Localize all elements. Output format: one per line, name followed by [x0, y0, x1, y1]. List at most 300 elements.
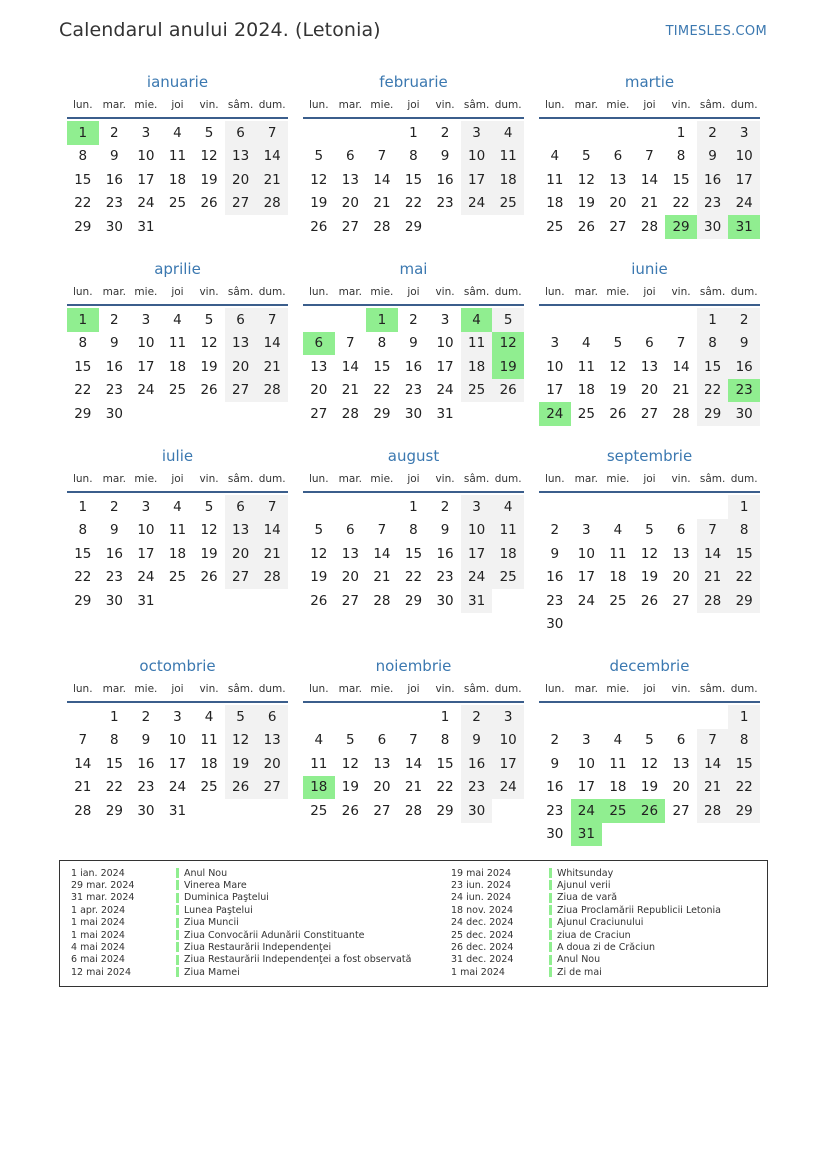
day-cell: 1 — [409, 498, 418, 515]
day-cell: 27 — [341, 592, 359, 609]
day-cell: 8 — [78, 522, 88, 539]
holiday-name: Ajunul Craciunului — [557, 917, 644, 929]
day-cell: 14 — [74, 755, 92, 772]
day-cell: 18 — [492, 168, 524, 192]
day-cell: 21 — [373, 195, 391, 212]
empty-cell — [571, 705, 603, 729]
weekday-label: joi — [643, 99, 656, 111]
empty-cell — [571, 121, 603, 145]
holiday-entry — [60, 966, 760, 978]
day-cell: 24 — [461, 192, 493, 216]
day-cell: 27 — [672, 592, 690, 609]
day-cell: 13 — [341, 545, 359, 562]
day-cell: 12 — [640, 755, 659, 772]
day-cell: 27 — [225, 379, 257, 403]
weekday-label: dum. — [730, 286, 758, 298]
day-cell: 19 — [310, 569, 328, 586]
day-cell: 4 — [582, 335, 591, 352]
day-cell: 2 — [550, 732, 560, 749]
day-cell: 22 — [728, 566, 760, 590]
day-cell: 7 — [256, 308, 288, 332]
day-cell: 13 — [256, 729, 288, 753]
day-cell: 6 — [225, 495, 257, 519]
holiday-name: ziua de Craciun — [557, 929, 631, 941]
day-cell: 24 — [461, 566, 493, 590]
day-cell: 20 — [373, 779, 391, 796]
weekday-label: mie. — [606, 473, 630, 485]
weekday-label: mie. — [606, 99, 630, 111]
holiday-day-cell: 6 — [303, 332, 335, 356]
day-cell: 11 — [492, 145, 524, 169]
weekday-label: mar. — [102, 473, 127, 485]
day-cell: 29 — [74, 218, 92, 235]
holiday-day-cell: 25 — [602, 799, 634, 823]
day-cell: 20 — [225, 542, 257, 566]
weekday-label: vin. — [435, 99, 455, 111]
empty-cell — [634, 495, 666, 519]
day-cell: 23 — [137, 779, 155, 796]
day-cell: 5 — [645, 732, 654, 749]
day-cell: 20 — [341, 569, 359, 586]
weekday-label: vin. — [671, 286, 691, 298]
weekday-label: lun. — [72, 473, 93, 485]
day-cell: 23 — [546, 802, 564, 819]
holiday-name: Zi de mai — [557, 966, 602, 978]
day-cell: 18 — [546, 195, 564, 212]
weekday-label: vin. — [199, 473, 219, 485]
weekday-label: joi — [643, 473, 656, 485]
holiday-day-cell: 24 — [571, 799, 603, 823]
day-cell: 22 — [74, 569, 92, 586]
day-cell: 1 — [697, 308, 729, 332]
day-cell: 17 — [436, 358, 454, 375]
day-cell: 16 — [105, 545, 123, 562]
holiday-name: Anul Nou — [557, 954, 601, 966]
weekday-label: sâm. — [227, 99, 254, 111]
holiday-date: 24 dec. 2024 — [451, 917, 514, 929]
weekday-label: mar. — [338, 473, 363, 485]
day-cell: 26 — [577, 218, 595, 235]
month-iulie — [67, 447, 288, 613]
holiday-day-cell: 26 — [634, 799, 666, 823]
day-cell: 2 — [110, 311, 119, 328]
day-cell: 26 — [310, 592, 328, 609]
day-cell: 20 — [225, 355, 257, 379]
day-cell: 9 — [440, 148, 450, 165]
day-cell: 7 — [377, 148, 387, 165]
day-cell: 15 — [672, 171, 690, 188]
day-cell: 19 — [640, 569, 659, 586]
day-cell: 19 — [200, 171, 218, 188]
weekday-label: mar. — [574, 683, 599, 695]
holiday-name: Lunea Paştelui — [184, 904, 253, 916]
empty-cell — [335, 705, 367, 729]
weekday-label: vin. — [671, 683, 691, 695]
day-cell: 4 — [550, 148, 560, 165]
day-cell: 6 — [676, 732, 686, 749]
day-cell: 26 — [225, 776, 257, 800]
weekday-label: dum. — [258, 99, 286, 111]
day-cell: 21 — [697, 566, 729, 590]
day-cell: 8 — [377, 335, 387, 352]
weekday-label: mar. — [338, 683, 363, 695]
empty-cell — [602, 121, 634, 145]
day-cell: 16 — [105, 171, 123, 188]
weekday-label: lun. — [308, 286, 329, 298]
day-cell: 7 — [78, 732, 88, 749]
day-cell: 28 — [672, 405, 690, 422]
holiday-name: Ziua Restaurării Independenţei a fost observată — [184, 954, 412, 966]
day-grid — [539, 495, 760, 636]
holiday-date: 25 dec. 2024 — [451, 929, 514, 941]
weekday-label: lun. — [308, 99, 329, 111]
day-cell: 21 — [256, 355, 288, 379]
day-cell: 10 — [137, 335, 155, 352]
holiday-date: 4 mai 2024 — [71, 942, 125, 954]
day-cell: 29 — [105, 802, 123, 819]
empty-cell — [366, 495, 398, 519]
day-grid — [539, 308, 760, 426]
day-cell: 14 — [256, 519, 288, 543]
day-cell: 3 — [461, 121, 493, 145]
holiday-day-cell: 18 — [303, 776, 335, 800]
month-martie — [539, 73, 760, 239]
day-cell: 10 — [577, 755, 595, 772]
weekday-label: sâm. — [699, 286, 726, 298]
holiday-legend — [59, 860, 768, 987]
holiday-entry — [60, 929, 760, 941]
day-cell: 5 — [582, 148, 591, 165]
day-cell: 16 — [728, 355, 760, 379]
day-cell: 1 — [440, 708, 450, 725]
day-cell: 20 — [672, 569, 690, 586]
day-cell: 8 — [697, 332, 729, 356]
month-title: decembrie — [609, 657, 690, 675]
day-cell: 9 — [550, 755, 560, 772]
day-cell: 9 — [697, 145, 729, 169]
holiday-date: 1 mai 2024 — [451, 966, 505, 978]
weekday-label: sâm. — [699, 683, 726, 695]
weekday-label: lun. — [544, 473, 565, 485]
day-cell: 30 — [105, 405, 123, 422]
month-ianuarie — [67, 73, 288, 239]
day-cell: 18 — [168, 171, 187, 188]
holiday-name: Ziua de vară — [557, 892, 618, 904]
day-cell: 24 — [168, 779, 187, 796]
day-cell: 11 — [609, 545, 627, 562]
day-cell: 3 — [141, 124, 151, 141]
holiday-name: Ziua Muncii — [184, 917, 239, 929]
month-title: octombrie — [139, 657, 216, 675]
day-cell: 3 — [728, 121, 760, 145]
holiday-name: Ziua Mamei — [184, 966, 240, 978]
weekday-label: vin. — [199, 99, 219, 111]
weekday-label: mar. — [102, 683, 127, 695]
day-cell: 1 — [728, 495, 760, 519]
holiday-day-cell: 31 — [571, 823, 603, 847]
day-cell: 15 — [105, 755, 123, 772]
day-cell: 21 — [74, 779, 92, 796]
day-cell: 29 — [728, 799, 760, 823]
day-cell: 15 — [697, 355, 729, 379]
empty-cell — [335, 121, 367, 145]
day-cell: 22 — [74, 382, 92, 399]
empty-cell — [67, 705, 99, 729]
holiday-entry — [60, 904, 760, 916]
day-cell: 20 — [640, 382, 659, 399]
weekday-label: dum. — [494, 683, 522, 695]
day-cell: 22 — [373, 382, 391, 399]
day-cell: 14 — [404, 755, 423, 772]
empty-cell — [303, 705, 335, 729]
day-cell: 30 — [728, 402, 760, 426]
day-cell: 14 — [697, 542, 729, 566]
day-grid — [303, 495, 524, 613]
day-cell: 1 — [676, 124, 686, 141]
day-cell: 1 — [110, 708, 119, 725]
holiday-entry — [60, 892, 760, 904]
weekday-header — [539, 280, 760, 306]
day-cell: 7 — [256, 121, 288, 145]
day-cell: 22 — [728, 776, 760, 800]
day-cell: 18 — [609, 779, 627, 796]
day-cell: 17 — [168, 755, 187, 772]
day-cell: 5 — [204, 311, 214, 328]
day-cell: 23 — [697, 192, 729, 216]
weekday-label: mie. — [134, 683, 158, 695]
day-cell: 18 — [577, 382, 595, 399]
empty-cell — [539, 705, 571, 729]
day-cell: 25 — [168, 195, 187, 212]
page-title: Calendarul anului 2024. (Letonia) — [59, 19, 381, 41]
day-cell: 11 — [200, 732, 218, 749]
day-cell: 11 — [577, 358, 595, 375]
day-cell: 10 — [461, 519, 493, 543]
day-cell: 1 — [78, 498, 88, 515]
day-cell: 3 — [173, 708, 182, 725]
day-cell: 15 — [74, 545, 92, 562]
month-title: iunie — [631, 260, 668, 278]
day-cell: 29 — [697, 402, 729, 426]
holiday-marker — [549, 880, 552, 890]
month-title: februarie — [379, 73, 448, 91]
weekday-label: joi — [407, 473, 420, 485]
weekday-label: dum. — [494, 99, 522, 111]
day-cell: 6 — [346, 522, 355, 539]
weekday-label: sâm. — [227, 683, 254, 695]
weekday-label: mie. — [370, 473, 394, 485]
day-cell: 6 — [346, 148, 355, 165]
weekday-label: dum. — [730, 683, 758, 695]
holiday-name: A doua zi de Crăciun — [557, 942, 656, 954]
holiday-name: Duminica Paştelui — [184, 892, 269, 904]
holiday-date: 24 iun. 2024 — [451, 892, 512, 904]
day-cell: 13 — [672, 755, 690, 772]
weekday-label: joi — [407, 286, 420, 298]
day-cell: 19 — [225, 752, 257, 776]
holiday-day-cell: 29 — [665, 215, 697, 239]
holiday-date: 1 mai 2024 — [71, 917, 125, 929]
weekday-label: vin. — [671, 99, 691, 111]
day-cell: 7 — [676, 335, 686, 352]
weekday-label: sâm. — [227, 473, 254, 485]
day-cell: 8 — [440, 732, 450, 749]
day-cell: 17 — [577, 569, 595, 586]
day-cell: 7 — [256, 495, 288, 519]
day-cell: 26 — [640, 592, 659, 609]
weekday-label: joi — [171, 683, 184, 695]
month-title: martie — [624, 73, 675, 91]
day-cell: 7 — [697, 729, 729, 753]
day-cell: 14 — [697, 752, 729, 776]
day-cell: 25 — [546, 218, 564, 235]
empty-cell — [539, 308, 571, 332]
weekday-label: vin. — [671, 473, 691, 485]
month-februarie — [303, 73, 524, 239]
day-cell: 17 — [137, 171, 155, 188]
day-cell: 24 — [436, 382, 454, 399]
empty-cell — [634, 705, 666, 729]
day-cell: 4 — [173, 498, 182, 515]
day-cell: 17 — [137, 545, 155, 562]
day-cell: 15 — [373, 358, 391, 375]
day-cell: 24 — [577, 592, 595, 609]
weekday-header — [67, 467, 288, 493]
day-cell: 28 — [74, 802, 92, 819]
holiday-day-cell: 1 — [366, 308, 398, 332]
empty-cell — [571, 308, 603, 332]
weekday-label: mar. — [574, 473, 599, 485]
day-cell: 24 — [728, 192, 760, 216]
empty-cell — [366, 121, 398, 145]
day-cell: 13 — [225, 519, 257, 543]
day-cell: 14 — [373, 171, 391, 188]
day-cell: 5 — [204, 498, 214, 515]
day-cell: 12 — [310, 171, 328, 188]
holiday-day-cell: 1 — [67, 308, 99, 332]
empty-cell — [634, 121, 666, 145]
day-cell: 5 — [225, 705, 257, 729]
day-cell: 31 — [168, 802, 187, 819]
day-cell: 8 — [110, 732, 119, 749]
holiday-marker — [549, 942, 552, 952]
day-cell: 25 — [461, 379, 493, 403]
holiday-marker — [549, 918, 552, 928]
empty-cell — [571, 495, 603, 519]
day-cell: 14 — [640, 171, 659, 188]
holiday-day-cell: 1 — [67, 121, 99, 145]
day-cell: 22 — [105, 779, 123, 796]
day-cell: 9 — [728, 332, 760, 356]
holiday-date: 1 mai 2024 — [71, 929, 125, 941]
day-cell: 27 — [256, 776, 288, 800]
day-cell: 21 — [256, 542, 288, 566]
holiday-day-cell: 19 — [492, 355, 524, 379]
weekday-label: vin. — [435, 286, 455, 298]
empty-cell — [366, 705, 398, 729]
day-cell: 23 — [105, 569, 123, 586]
weekday-label: mar. — [102, 99, 127, 111]
day-cell: 22 — [697, 379, 729, 403]
day-cell: 29 — [436, 802, 454, 819]
holiday-name: Vinerea Mare — [184, 880, 247, 892]
day-cell: 29 — [404, 218, 423, 235]
holiday-date: 31 dec. 2024 — [451, 954, 514, 966]
day-cell: 5 — [314, 522, 324, 539]
day-cell: 11 — [168, 335, 187, 352]
weekday-label: joi — [171, 286, 184, 298]
day-cell: 7 — [409, 732, 418, 749]
day-cell: 26 — [310, 218, 328, 235]
holiday-name: Ziua Convocării Adunării Constituante — [184, 929, 365, 941]
day-cell: 12 — [577, 171, 595, 188]
weekday-label: mie. — [606, 286, 630, 298]
day-cell: 25 — [200, 779, 218, 796]
day-grid — [303, 308, 524, 426]
day-cell: 7 — [346, 335, 355, 352]
weekday-label: joi — [643, 286, 656, 298]
day-cell: 9 — [409, 335, 418, 352]
day-cell: 16 — [546, 779, 564, 796]
day-cell: 6 — [613, 148, 623, 165]
day-cell: 2 — [141, 708, 151, 725]
weekday-label: mar. — [338, 286, 363, 298]
day-cell: 25 — [168, 382, 187, 399]
day-cell: 2 — [110, 124, 119, 141]
day-cell: 30 — [105, 592, 123, 609]
day-cell: 15 — [74, 358, 92, 375]
weekday-label: sâm. — [699, 99, 726, 111]
weekday-label: joi — [171, 473, 184, 485]
day-cell: 12 — [341, 755, 359, 772]
day-cell: 19 — [577, 195, 595, 212]
holiday-date: 12 mai 2024 — [71, 966, 132, 978]
day-cell: 1 — [409, 124, 418, 141]
day-cell: 30 — [546, 826, 564, 843]
site-brand-link[interactable]: TIMESLES.COM — [665, 24, 767, 39]
day-cell: 3 — [582, 522, 591, 539]
day-cell: 7 — [645, 148, 654, 165]
day-cell: 20 — [256, 752, 288, 776]
day-cell: 29 — [74, 592, 92, 609]
empty-cell — [303, 121, 335, 145]
month-title: noiembrie — [375, 657, 452, 675]
month-aprilie — [67, 260, 288, 426]
day-cell: 9 — [110, 522, 119, 539]
day-cell: 9 — [550, 545, 560, 562]
day-grid — [539, 705, 760, 846]
weekday-label: mar. — [102, 286, 127, 298]
day-cell: 17 — [546, 382, 564, 399]
day-cell: 25 — [492, 566, 524, 590]
day-cell: 4 — [173, 124, 182, 141]
day-cell: 31 — [461, 589, 493, 613]
day-cell: 11 — [168, 522, 187, 539]
weekday-label: sâm. — [463, 683, 490, 695]
day-cell: 21 — [672, 382, 690, 399]
holiday-date: 1 ian. 2024 — [71, 867, 125, 879]
day-cell: 2 — [440, 498, 450, 515]
day-cell: 24 — [137, 195, 155, 212]
weekday-header — [303, 93, 524, 119]
day-cell: 29 — [404, 592, 423, 609]
day-cell: 10 — [728, 145, 760, 169]
day-cell: 25 — [577, 405, 595, 422]
day-cell: 14 — [341, 358, 359, 375]
weekday-label: mie. — [370, 99, 394, 111]
day-cell: 5 — [314, 148, 324, 165]
day-cell: 25 — [310, 802, 328, 819]
